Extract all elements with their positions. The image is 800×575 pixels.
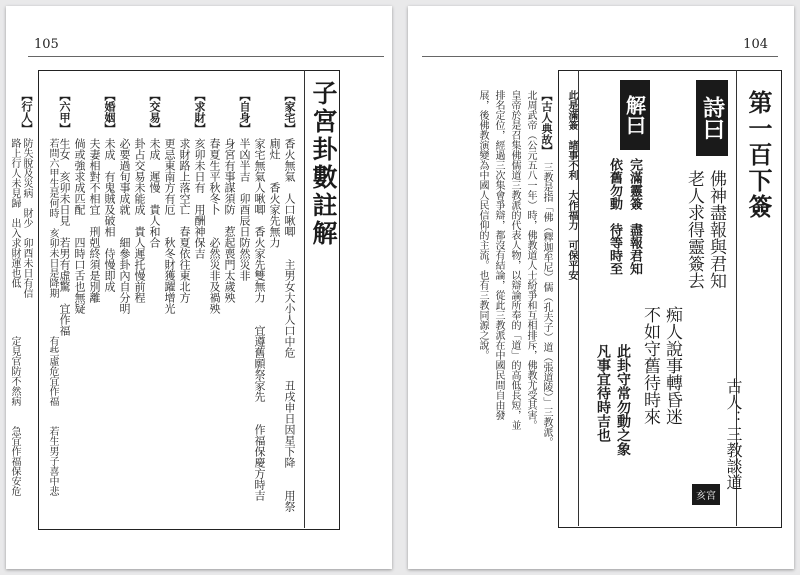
section-line: 夫妻相對不相宜 刑剋終須是別離 bbox=[88, 138, 101, 303]
page-number-right: 104 bbox=[743, 37, 768, 52]
section-label: 【交易】 bbox=[148, 90, 161, 134]
section-line: 卦占交易未能成 貴人遲托慢前程 bbox=[133, 138, 146, 303]
section-label: 【婚姻】 bbox=[103, 90, 116, 134]
section-line: 春夏生平秋冬卜 必然災非及禍殃 bbox=[208, 138, 221, 314]
poem-line: 痴人說事轉昏迷 bbox=[662, 306, 682, 425]
explain-line: 依舊勿動 待等時至 bbox=[607, 158, 622, 275]
section-line: 倘或強求成匹配 四時口舌也無疑 bbox=[73, 138, 86, 314]
section-label: 【行人】 bbox=[20, 90, 33, 134]
section-label: 【家宅】 bbox=[283, 90, 296, 134]
section-line: 有些虛危宜作福 若生男子喜中悲 bbox=[47, 336, 58, 496]
story-paragraph: 北周武帝（公元五八一年）時，佛教道人士紛爭和互相排斥，佛教尤受其害。 bbox=[525, 90, 536, 430]
section-line: 求財路上落空亡 春夏依往東北方 bbox=[178, 138, 191, 303]
story-paragraph: 展，後佛教演變為中國人民信仰的主流。也有三教同源之說。 bbox=[477, 90, 488, 360]
poem-line: 佛神盡報與君知 bbox=[706, 170, 726, 289]
right-page bbox=[408, 6, 794, 569]
header-rule-right bbox=[422, 56, 778, 57]
fortune-line: 此是滿簽 諸事不利 大作福力 可保平安 bbox=[566, 90, 577, 280]
section-line: 未成 遲慢 貴人和合 bbox=[148, 138, 161, 248]
left-page bbox=[6, 6, 392, 569]
section-label: 【六甲】 bbox=[58, 90, 71, 134]
story-paragraph: 排名定位，經過三次集會爭辯，都沒有結論，從此三教派在中國民間自由發 bbox=[493, 90, 504, 420]
section-line: 定見官防不然病 急宜作福保安危 bbox=[9, 336, 20, 496]
poem-line: 老人求得靈簽去 bbox=[684, 170, 704, 289]
section-line: 必要過旬事成就 細參卦內自分明 bbox=[118, 138, 131, 314]
section-line: 防失脫及災病 財少 卯酉未日有信 bbox=[21, 138, 32, 298]
section-line: 路上行人未見歸 出入求財運也低 bbox=[9, 138, 20, 288]
story-label: 【古人典故】 bbox=[540, 90, 553, 156]
section-line: 未成 有鬼賊及破相 侍慢即成 bbox=[103, 138, 116, 292]
poem-line: 不如守舊待時來 bbox=[640, 306, 660, 425]
section-line: 半凶半吉 卯酉辰日防然災非 bbox=[238, 138, 251, 281]
explain-divider bbox=[578, 70, 579, 526]
section-line: 更忌東南方有厄 秋冬財獲躍增光 bbox=[163, 138, 176, 314]
palace-tag: 亥宮 bbox=[692, 484, 720, 505]
section-line: 家宅無氣人啾唧 香火家先雙無力 宜遵舊願祭家先 作福保慶方時吉 bbox=[253, 138, 266, 501]
section-line: 身宮有事謀須防 惹起喪門太歲殃 bbox=[223, 138, 236, 303]
title-divider bbox=[304, 70, 305, 528]
summary-line: 此卦守常勿動之象 bbox=[615, 344, 631, 456]
section-label: 【求財】 bbox=[193, 90, 206, 134]
section-line: 生女 亥卯未日見 若男有虛驚 宜作福 bbox=[58, 138, 71, 336]
section-line: 亥卯未日有 用酬神保吉 bbox=[193, 138, 206, 259]
section-label: 【自身】 bbox=[238, 90, 251, 134]
story-line: 古人：三教談道 bbox=[724, 378, 743, 490]
section-line: 廁灶 香火家先無力 bbox=[268, 138, 281, 248]
section-line: 香火無氣 人口啾唧 主男女大小人口中危 丑戌申日因星下降 用祭 bbox=[283, 138, 296, 512]
page-number-left: 105 bbox=[34, 37, 59, 52]
summary-line: 凡事宜待時吉也 bbox=[595, 344, 611, 442]
section-line: 若問六甲生是何時 亥卯未日是降期 bbox=[47, 138, 58, 298]
explain-line: 完滿靈簽 盡報君知 bbox=[627, 158, 642, 275]
story-paragraph: 皇帝於是召集佛儒道三教派的代表人物，以辯論所奉的「道」的高低長短，並 bbox=[509, 90, 520, 430]
poem-label: 詩曰 bbox=[696, 80, 728, 156]
annotation-title: 子宮卦數註解 bbox=[309, 80, 338, 248]
lot-title: 第一百下簽 bbox=[744, 90, 772, 220]
header-rule-left bbox=[28, 56, 384, 57]
explain-label: 解曰 bbox=[620, 80, 650, 150]
story-paragraph: 三教是指「佛（釋迦牟尼）儒（孔夫子）道（張道陵）」三教派。 bbox=[541, 162, 552, 447]
